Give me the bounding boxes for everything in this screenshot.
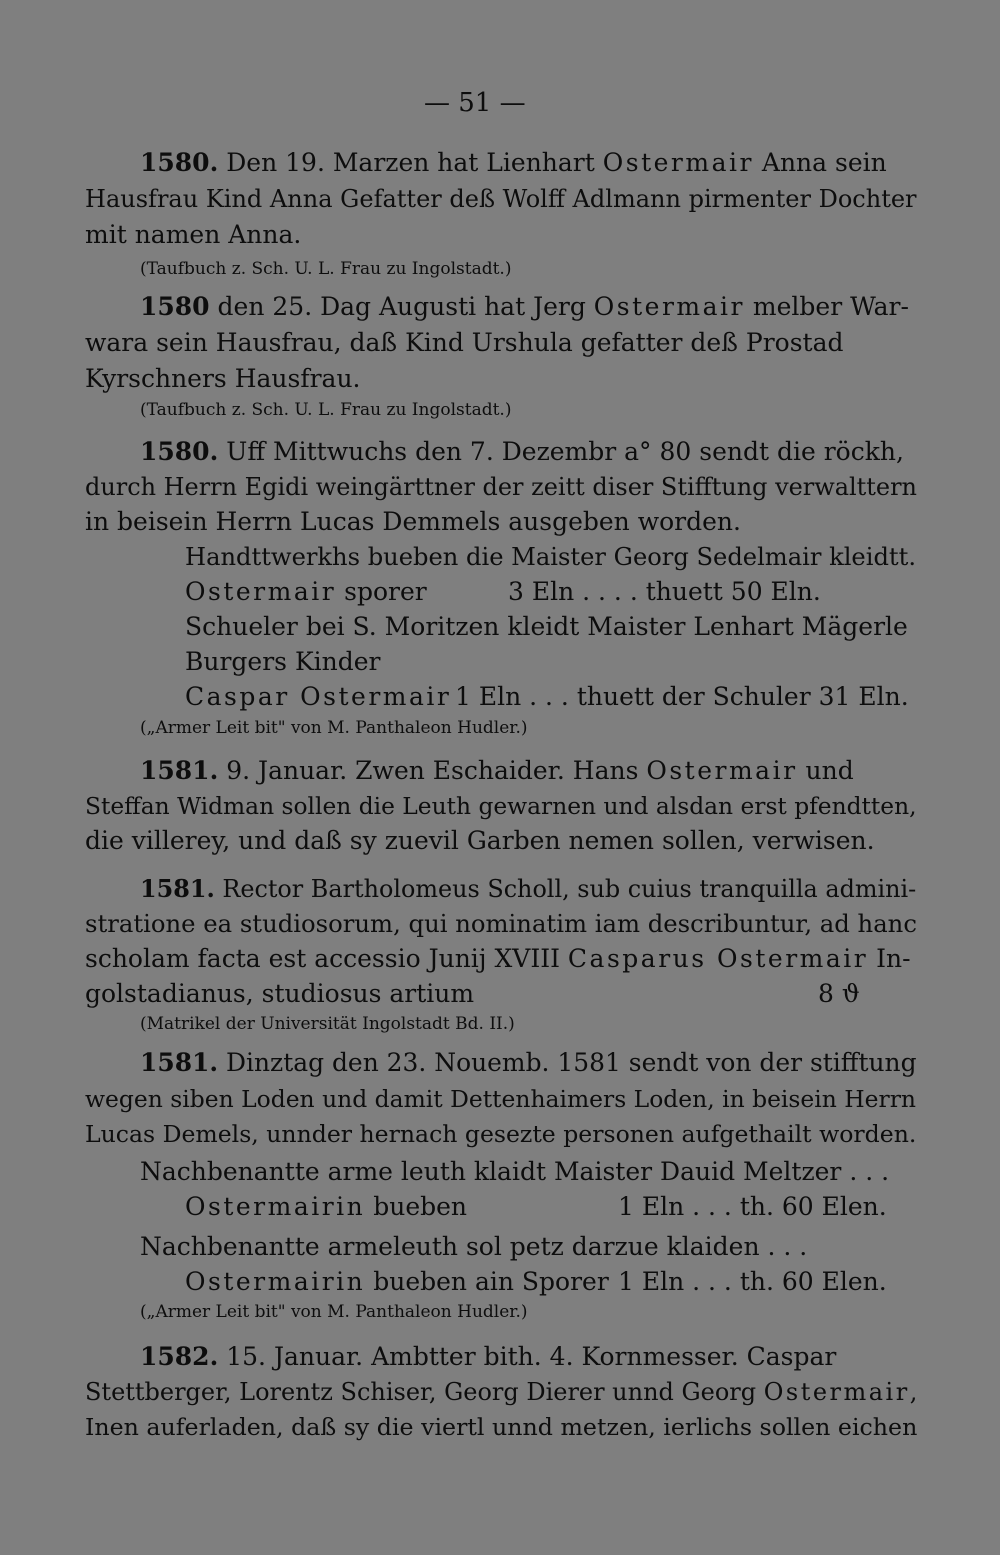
- entry-text: bueben: [365, 1192, 468, 1221]
- entry-text: Dinztag den 23. Nouemb. 1581 sendt von der stifftung: [218, 1048, 917, 1077]
- name-ostermair: Ostermair: [593, 292, 745, 321]
- entry-year: 1580.: [140, 437, 219, 466]
- name-ostermair: Ostermair: [602, 148, 754, 177]
- entry-year: 1581.: [140, 875, 215, 903]
- entry-6-line-5: [185, 1190, 467, 1224]
- entry-3-line-5-amount: 3 Eln . . . . thuett 50 Eln.: [508, 577, 821, 606]
- entry-5-line-3: [85, 942, 911, 976]
- entry-6-line-2: wegen siben Loden und damit Dettenhaimers Loden, in beisein Herrn: [85, 1085, 916, 1113]
- entry-text: und: [797, 756, 854, 785]
- entry-3-line-2: durch Herrn Egidi weingärttner der zeitt diser Stifftung verwalttern: [85, 473, 917, 501]
- entry-5-line-2: stratione ea studiosorum, qui nominatim iam describuntur, ad hanc: [85, 909, 917, 938]
- entry-1-line-3: mit namen Anna.: [85, 220, 302, 249]
- entry-4-line-1: [140, 754, 854, 788]
- entry-5-line-1: [140, 872, 916, 906]
- entry-6-line-6: Nachbenantte armeleuth sol petz darzue klaiden . . .: [140, 1232, 808, 1261]
- entry-text: den 25. Dag Augusti hat Jerg: [209, 292, 594, 321]
- entry-3-line-4: Handttwerkhs bueben die Maister Georg Sedelmair kleidtt.: [185, 543, 917, 571]
- entry-2-line-2: wara sein Hausfrau, daß Kind Urshula gefatter deß Prostad: [85, 328, 844, 357]
- name-casparus-ostermair: Casparus Ostermair: [567, 944, 869, 973]
- entry-6-line-7-amount: 1 Eln . . . th. 60 Elen.: [618, 1267, 887, 1296]
- name-ostermairin: Ostermairin: [185, 1192, 366, 1221]
- entry-6-line-1: [140, 1046, 917, 1080]
- entry-1-source: (Taufbuch z. Sch. U. L. Frau zu Ingolstadt.): [140, 259, 512, 279]
- entry-7-line-2: [85, 1375, 917, 1409]
- entry-1-line-2: Hausfrau Kind Anna Gefatter deß Wolff Adlmann pirmenter Dochter: [85, 185, 917, 213]
- entry-2-line-3: Kyrschners Hausfrau.: [85, 364, 361, 393]
- entry-3-source: („Armer Leit bit" von M. Panthaleon Hudler.): [140, 718, 528, 738]
- entry-2-line-1: [140, 290, 909, 324]
- page-number: — 51 —: [424, 88, 526, 118]
- entry-5-source: (Matrikel der Universität Ingolstadt Bd. II.): [140, 1014, 515, 1034]
- entry-6-source: („Armer Leit bit" von M. Panthaleon Hudler.): [140, 1302, 528, 1322]
- entry-7-line-1: [140, 1340, 836, 1374]
- entry-year: 1581.: [140, 756, 219, 785]
- entry-3-line-6: Schueler bei S. Moritzen kleidt Maister Lenhart Mägerle: [185, 612, 908, 641]
- entry-text: 15. Januar. Ambtter bith. 4. Kornmesser. Caspar: [218, 1342, 837, 1371]
- entry-3-line-8-name: Caspar Ostermair: [185, 682, 452, 711]
- entry-2-source: (Taufbuch z. Sch. U. L. Frau zu Ingolstadt.): [140, 400, 512, 420]
- entry-3-line-5: [185, 575, 427, 609]
- entry-text: 9. Januar. Zwen Eschaider. Hans: [218, 756, 647, 785]
- name-ostermair: Ostermair: [185, 577, 337, 606]
- entry-5-fee: 8 ϑ: [818, 979, 860, 1008]
- name-ostermair: Ostermair: [763, 1378, 910, 1406]
- entry-year: 1580.: [140, 148, 219, 177]
- entry-text: scholam facta est accessio Junij XVIII: [85, 944, 568, 973]
- name-ostermair: Ostermair: [646, 756, 798, 785]
- entry-text: Uff Mittwuchs den 7. Dezembr a° 80 sendt die röckh,: [218, 437, 904, 466]
- entry-text: ,: [909, 1378, 918, 1406]
- entry-text: Anna sein: [753, 148, 887, 177]
- entry-7-line-3: Inen auferladen, daß sy die viertl unnd metzen, ierlichs sollen eichen: [85, 1413, 918, 1441]
- entry-text: sporer: [336, 577, 427, 606]
- name-ostermairin: Ostermairin: [185, 1267, 366, 1296]
- entry-6-line-3: Lucas Demels, unnder hernach gesezte personen aufgethailt worden.: [85, 1120, 917, 1148]
- entry-text: melber War-: [744, 292, 909, 321]
- entry-3-line-7: Burgers Kinder: [185, 647, 381, 676]
- entry-text: Stettberger, Lorentz Schiser, Georg Dierer unnd Georg: [85, 1378, 764, 1406]
- entry-3-line-8-amount: 1 Eln . . . thuett der Schuler 31 Eln.: [455, 682, 909, 711]
- entry-text: Rector Bartholomeus Scholl, sub cuius tranquilla admini-: [214, 875, 917, 903]
- entry-3-line-1: [140, 435, 904, 469]
- entry-5-line-4: golstadianus, studiosus artium: [85, 979, 475, 1008]
- entry-4-line-3: die villerey, und daß sy zuevil Garben nemen sollen, verwisen.: [85, 826, 875, 855]
- entry-3-line-3: in beisein Herrn Lucas Demmels ausgeben worden.: [85, 507, 741, 536]
- entry-year: 1582.: [140, 1342, 219, 1371]
- entry-6-line-4: Nachbenantte arme leuth klaidt Maister Dauid Meltzer . . .: [140, 1157, 890, 1186]
- entry-6-line-7: [185, 1265, 609, 1299]
- entry-4-line-2: Steffan Widman sollen die Leuth gewarnen und alsdan erst pfendtten,: [85, 792, 917, 820]
- entry-1-line-1: [140, 146, 887, 180]
- entry-text: Den 19. Marzen hat Lienhart: [218, 148, 603, 177]
- entry-text: bueben ain Sporer: [365, 1267, 609, 1296]
- entry-year: 1581.: [140, 1048, 219, 1077]
- entry-text: In-: [868, 944, 911, 973]
- entry-6-line-5-amount: 1 Eln . . . th. 60 Elen.: [618, 1192, 887, 1221]
- entry-year: 1580: [140, 292, 210, 321]
